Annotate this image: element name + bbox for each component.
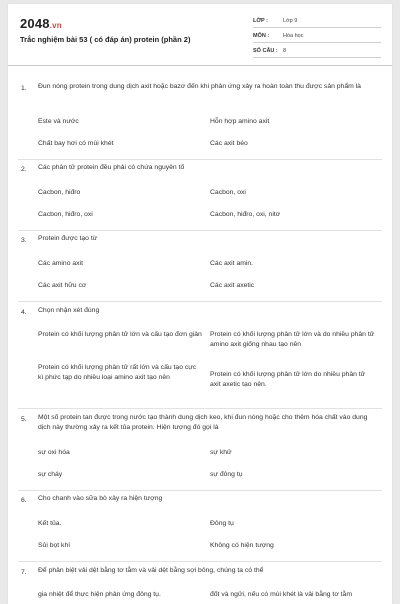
info-panel	[253, 13, 381, 58]
answer-option[interactable]: Este và nước	[38, 118, 79, 125]
answer-option[interactable]: Cacbon, hiđro, oxi	[38, 211, 93, 218]
info-row-count	[253, 43, 381, 58]
answer-option[interactable]: gia nhiệt để thực hiện phản ứng đông tụ.	[38, 591, 161, 598]
info-label-class: LỚP :	[253, 18, 268, 24]
info-value-subject: Hóa học	[283, 33, 304, 39]
answer-option[interactable]: sự đông tụ	[210, 471, 243, 478]
question-divider	[18, 561, 382, 562]
answer-option[interactable]: Kết tủa.	[38, 520, 62, 527]
info-value-count: 8	[283, 48, 287, 54]
info-row-class	[253, 13, 381, 28]
question-number: 6.	[21, 497, 27, 504]
answer-option[interactable]: Protein có khối lượng phân tử lớn do nhiều phân tử axit axetic tạo nên.	[210, 371, 366, 388]
answer-option[interactable]: sự cháy	[38, 471, 63, 478]
document-page	[8, 4, 392, 604]
info-row-subject	[253, 28, 381, 43]
question-divider	[18, 301, 382, 302]
logo-main: 2048	[20, 16, 50, 31]
answer-option[interactable]: Hỗn hợp amino axit	[210, 118, 270, 125]
answer-option[interactable]: đốt và ngửi, nếu có mùi khét là vải bằng tơ tằm	[210, 591, 353, 598]
document-title: Trắc nghiệm bài 53 ( có đáp án) protein (phần 2)	[20, 35, 191, 44]
answer-option[interactable]: Không có hiện tượng	[210, 542, 274, 549]
question-text: Cho chanh vào sữa bò xảy ra hiện tượng	[38, 495, 163, 502]
question-text: Đun nóng protein trong dung dịch axit hoặc bazơ đến khi phản ứng xảy ra hoàn toàn thu được sản phẩm là	[38, 83, 361, 90]
question-divider	[18, 490, 382, 491]
answer-option[interactable]: Protein có khối lượng phân tử rất lớn và cấu tạo cực kì phức tạp do nhiều loại amino axit tạo nên	[38, 364, 197, 381]
answer-option[interactable]: Các axit axetic	[210, 282, 255, 289]
site-logo[interactable]	[20, 16, 62, 31]
info-label-subject: MÔN :	[253, 33, 270, 39]
question-divider	[18, 408, 382, 409]
answer-option[interactable]: Protein có khối lượng phân tử lớn và cấu tạo đơn giản	[38, 331, 202, 338]
answer-option[interactable]: Các axit amin.	[210, 260, 254, 267]
question-divider	[18, 159, 382, 160]
question-text: Chọn nhận xét đúng	[38, 307, 100, 314]
info-value-class: Lớp 9	[283, 18, 298, 24]
question-number: 4.	[21, 309, 27, 316]
answer-option[interactable]: Các axit hữu cơ	[38, 282, 87, 289]
answer-option[interactable]: Chất bay hơi có mùi khét	[38, 140, 114, 147]
answer-option[interactable]: Cacbon, hiđro	[38, 189, 81, 196]
answer-option[interactable]: Protein có khối lượng phân tử lớn và do nhiều phân tử amino axit giống nhau tạo nên	[210, 331, 375, 348]
question-number: 3.	[21, 237, 27, 244]
question-text: Để phân biệt vải dệt bằng tơ tằm và vải dệt bằng sợi bông, chúng ta có thể	[38, 567, 264, 574]
question-text: Protein được tạo từ	[38, 235, 98, 242]
answer-option[interactable]: sự khử	[210, 449, 232, 456]
answer-option[interactable]: Các axit béo	[210, 140, 248, 147]
question-number: 2.	[21, 166, 27, 173]
question-text: Các phân tử protein đều phải có chứa nguyên tố	[38, 164, 185, 171]
answer-option[interactable]: Sủi bọt khí	[38, 542, 71, 549]
question-number: 7.	[21, 569, 27, 576]
question-divider	[18, 230, 382, 231]
answer-option[interactable]: Các amino axit	[38, 260, 83, 267]
logo-suffix: .vn	[49, 21, 62, 30]
answer-option[interactable]: Cacbon, oxi	[210, 189, 246, 196]
question-number: 1.	[21, 85, 27, 92]
answer-option[interactable]: Đông tụ	[210, 520, 234, 527]
answer-option[interactable]: sự oxi hóa	[38, 449, 70, 456]
info-label-count: SỐ CÂU :	[253, 48, 278, 54]
document-header	[8, 4, 392, 66]
question-text: Một số protein tan được trong nước tạo thành dung dịch keo, khi đun nóng hoặc cho thêm hóa chất vào dung dịch này thường xảy ra kết tủa protein. Hiện tượng đó gọi là	[38, 414, 368, 431]
answer-option[interactable]: Cacbon, hiđro, oxi, nitơ	[210, 211, 281, 218]
question-number: 5.	[21, 416, 27, 423]
